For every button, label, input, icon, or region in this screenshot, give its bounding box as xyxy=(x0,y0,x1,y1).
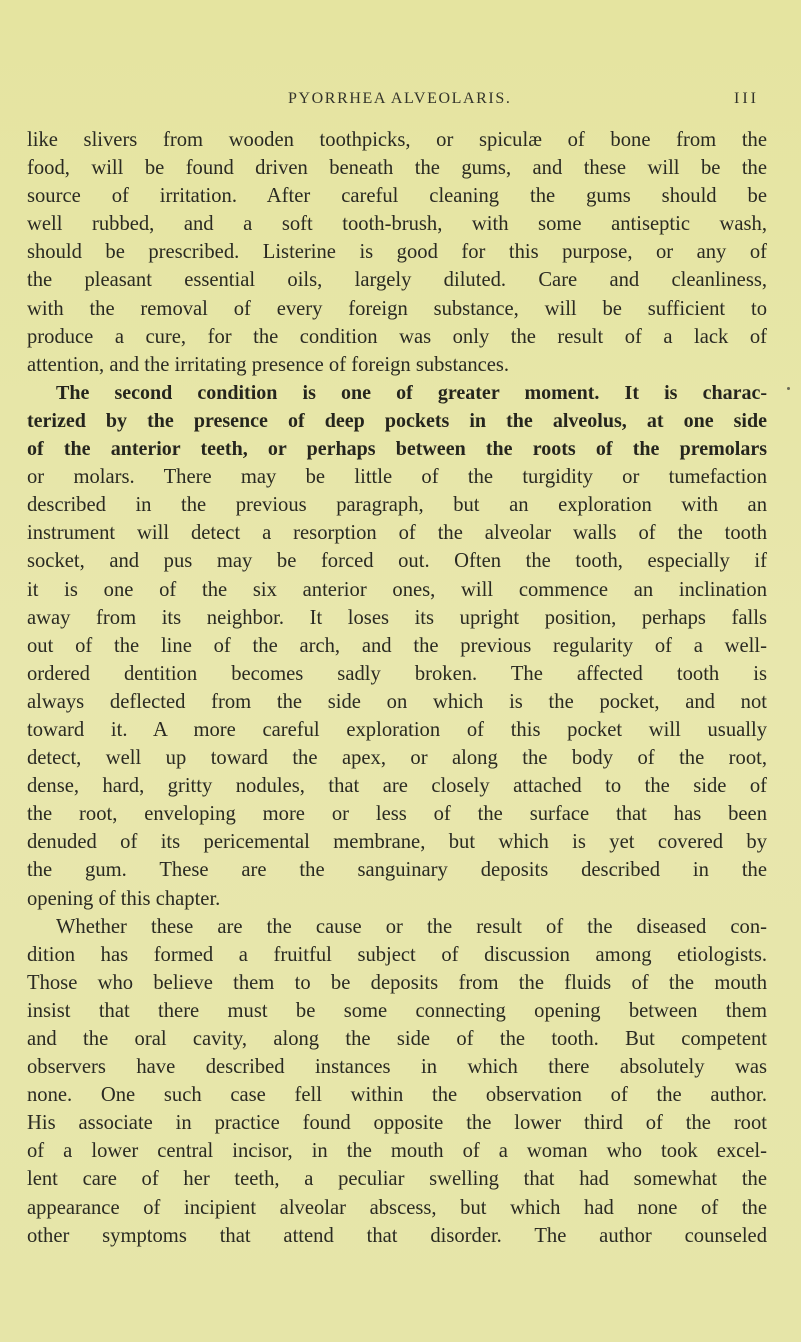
text-line: dition has formed a fruitful subject of discussion among etiologists. xyxy=(27,943,767,966)
text-line: toward it. A more careful exploration of this pocket will usually xyxy=(27,718,767,741)
text-line: food, will be found driven beneath the gums, and these will be the xyxy=(27,157,767,180)
page-number: III xyxy=(734,90,759,107)
text-line-bold: The second condition is one of greater moment. It is charac- xyxy=(56,381,767,404)
text-line: attention, and the irritating presence of foreign substances. xyxy=(27,353,510,376)
text-line: well rubbed, and a soft tooth-brush, with some antiseptic wash, xyxy=(27,213,767,236)
text-line: described in the previous paragraph, but an exploration with an xyxy=(27,494,767,517)
text-line: other symptoms that attend that disorder. The author counseled xyxy=(27,1224,767,1247)
margin-speck xyxy=(787,387,790,390)
text-line: it is one of the six anterior ones, will commence an inclination xyxy=(27,578,767,601)
text-line: the gum. These are the sanguinary deposits described in the xyxy=(27,859,767,882)
text-line: appearance of incipient alveolar abscess, but which had none of the xyxy=(27,1196,767,1219)
text-line: detect, well up toward the apex, or along the body of the root, xyxy=(27,747,767,770)
running-title: PYORRHEA ALVEOLARIS. xyxy=(288,90,512,107)
text-line: away from its neighbor. It loses its upright position, perhaps falls xyxy=(27,606,767,629)
text-line: always deflected from the side on which is the pocket, and not xyxy=(27,690,767,713)
text-line: source of irritation. After careful cleaning the gums should be xyxy=(27,185,767,208)
body-text xyxy=(27,126,767,1250)
text-line: out of the line of the arch, and the previous regularity of a well- xyxy=(27,634,767,657)
text-line-bold: of the anterior teeth, or perhaps between the roots of the premolars xyxy=(27,438,767,461)
text-line: the root, enveloping more or less of the surface that has been xyxy=(27,803,767,826)
text-line: lent care of her teeth, a peculiar swelling that had somewhat the xyxy=(27,1168,767,1191)
text-line: with the removal of every foreign substance, will be sufficient to xyxy=(27,297,767,320)
text-line: produce a cure, for the condition was only the result of a lack of xyxy=(27,325,767,348)
text-line: ordered dentition becomes sadly broken. The affected tooth is xyxy=(27,662,767,685)
text-line: observers have described instances in which there absolutely was xyxy=(27,1056,767,1079)
text-line: opening of this chapter. xyxy=(27,887,221,910)
text-line: or molars. There may be little of the turgidity or tumefaction xyxy=(27,466,767,489)
text-line-bold: terized by the presence of deep pockets in the alveolus, at one side xyxy=(27,409,767,432)
text-line: none. One such case fell within the observation of the author. xyxy=(27,1084,767,1107)
text-line: Whether these are the cause or the result of the diseased con- xyxy=(56,915,767,938)
text-line: dense, hard, gritty nodules, that are closely attached to the side of xyxy=(27,775,767,798)
text-line: His associate in practice found opposite the lower third of the root xyxy=(27,1112,767,1135)
text-line: Those who believe them to be deposits from the fluids of the mouth xyxy=(27,971,767,994)
text-line: like slivers from wooden toothpicks, or spiculæ of bone from the xyxy=(27,129,767,151)
text-line: the pleasant essential oils, largely diluted. Care and cleanliness, xyxy=(27,269,767,292)
text-line: of a lower central incisor, in the mouth of a woman who took excel- xyxy=(27,1140,767,1163)
text-line: should be prescribed. Listerine is good for this purpose, or any of xyxy=(27,241,767,264)
text-line: socket, and pus may be forced out. Often the tooth, especially if xyxy=(27,550,767,573)
text-line: insist that there must be some connecting opening between them xyxy=(27,999,767,1022)
text-line: instrument will detect a resorption of the alveolar walls of the tooth xyxy=(27,522,767,545)
text-line: and the oral cavity, along the side of the tooth. But competent xyxy=(27,1028,767,1050)
running-head xyxy=(0,90,801,114)
text-line: denuded of its pericemental membrane, but which is yet covered by xyxy=(27,831,767,854)
